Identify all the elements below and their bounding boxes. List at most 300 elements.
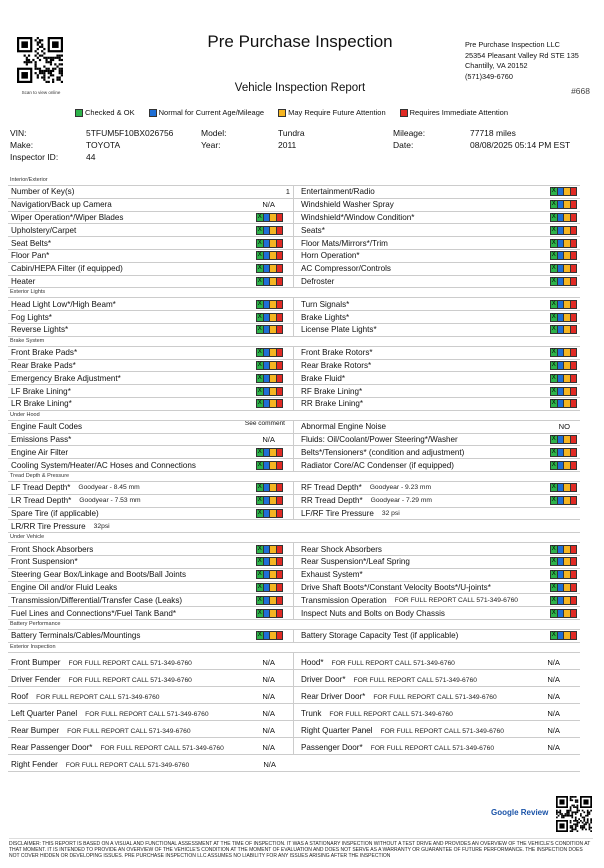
rating-boxes [551, 399, 577, 408]
rating-box [570, 609, 578, 618]
item-label: Front Bumper [11, 657, 61, 667]
inspection-item [294, 607, 580, 619]
item-note: Goodyear - 7.29 mm [370, 497, 432, 505]
rating-box [276, 213, 284, 222]
rating-box: X [551, 400, 556, 407]
table-row [8, 495, 580, 508]
rating-boxes [257, 251, 283, 260]
legend-swatch [75, 109, 83, 117]
rating-boxes [551, 226, 577, 235]
item-label: Engine Fault Codes [11, 422, 83, 432]
rating-box [276, 300, 284, 309]
rating-box [570, 557, 578, 566]
item-value: N/A [263, 759, 276, 769]
year-value: 2011 [278, 140, 297, 150]
rating-box: X [257, 484, 262, 491]
item-label: Rear Driver Door* [301, 691, 366, 701]
rating-box [276, 545, 284, 554]
inspection-sections [8, 176, 580, 772]
table-row [8, 569, 580, 582]
item-note: FOR FULL REPORT CALL 571-349-6760 [67, 727, 191, 735]
inspection-item [8, 630, 294, 642]
inspection-item [8, 653, 294, 669]
item-label: Floor Mats/Mirrors*/Trim [301, 238, 388, 248]
inspection-item [294, 347, 580, 359]
rating-box: X [551, 361, 556, 368]
rating-boxes [257, 277, 283, 286]
item-label: Fog Lights* [11, 312, 52, 322]
rating-box: X [551, 571, 556, 578]
rating-box: X [257, 239, 262, 246]
google-review-link[interactable]: Google Review [491, 808, 549, 817]
rating-box: X [257, 387, 262, 394]
rating-box [276, 509, 284, 518]
item-label: License Plate Lights* [301, 325, 377, 335]
table-row [8, 721, 580, 738]
rating-box [276, 583, 284, 592]
item-value: N/A [262, 742, 275, 752]
rating-box: X [551, 448, 556, 455]
rating-box [570, 348, 578, 357]
item-label: Rear Suspension*/Leaf Spring [301, 557, 410, 567]
rating-boxes [551, 187, 577, 196]
item-note: Goodyear - 8.45 mm [78, 484, 140, 492]
rating-boxes [257, 226, 283, 235]
rating-boxes [551, 239, 577, 248]
inspection-item [8, 263, 294, 275]
rating-box [276, 313, 284, 322]
item-label: Front Brake Rotors* [301, 348, 373, 358]
inspection-item [294, 398, 580, 410]
table-row [8, 670, 580, 687]
inspection-item [8, 755, 294, 771]
rating-box [570, 239, 578, 248]
inspection-item [8, 385, 294, 397]
item-value: N/A [262, 657, 275, 667]
rating-box: X [257, 374, 262, 381]
rating-box: X [551, 545, 556, 552]
rating-box: X [257, 277, 262, 284]
item-value: N/A [262, 691, 275, 701]
legend-item-immediate: Requires Immediate Attention [400, 108, 508, 117]
inspector-label: Inspector ID: [10, 152, 59, 162]
item-note: 32 psi [381, 509, 400, 517]
inspection-item [8, 421, 294, 433]
table-row [8, 556, 580, 569]
table-row [8, 224, 580, 237]
section-header: Under Vehicle [8, 533, 580, 543]
mileage-value: 77718 miles [470, 128, 516, 138]
inspection-item [8, 199, 294, 211]
rating-box [276, 609, 284, 618]
item-label: Rear Brake Pads* [11, 360, 76, 370]
item-label: Passenger Door* [301, 742, 363, 752]
report-title: Pre Purchase Inspection [207, 32, 393, 51]
table-row [8, 482, 580, 495]
item-label: Left Quarter Panel [11, 708, 78, 718]
item-note: 32psi [93, 522, 110, 530]
item-label: Transmission Operation [301, 595, 387, 605]
item-label: Roof [11, 691, 29, 701]
rating-box [276, 374, 284, 383]
table-row [8, 607, 580, 620]
rating-box: X [257, 632, 262, 639]
item-label: Belts*/Tensioners* (condition and adjustment) [301, 447, 465, 457]
inspection-item [294, 250, 580, 262]
table-row [8, 582, 580, 595]
date-label: Date: [393, 140, 414, 150]
table-row [8, 543, 580, 556]
item-label: Floor Pan* [11, 251, 50, 261]
rating-box [276, 461, 284, 470]
rating-box: X [551, 435, 556, 442]
rating-box [570, 251, 578, 260]
item-label: Rear Brake Rotors* [301, 360, 372, 370]
item-label: Cabin/HEPA Filter (if equipped) [11, 264, 123, 274]
item-label: Engine Air Filter [11, 447, 69, 457]
item-label: Spare Tire (if applicable) [11, 508, 99, 518]
item-label: Reverse Lights* [11, 325, 69, 335]
inspection-item [294, 421, 580, 433]
item-label: Hood* [301, 657, 324, 667]
rating-box: X [257, 252, 262, 259]
inspection-item [294, 630, 580, 642]
rating-boxes [551, 545, 577, 554]
rating-boxes [551, 435, 577, 444]
item-value: N/A [262, 708, 275, 718]
rating-box: X [551, 213, 556, 220]
rating-box: X [551, 484, 556, 491]
qr-caption: Scan to view online [21, 90, 61, 95]
rating-legend [75, 108, 508, 117]
item-note: FOR FULL REPORT CALL 571-349-6760 [329, 710, 453, 718]
table-row [8, 186, 580, 199]
rating-box: X [257, 596, 262, 603]
rating-box [570, 277, 578, 286]
rating-box: X [551, 300, 556, 307]
rating-box: X [257, 461, 262, 468]
rating-boxes [551, 213, 577, 222]
rating-box: X [257, 448, 262, 455]
rating-box [570, 583, 578, 592]
rating-box: X [551, 632, 556, 639]
table-row [8, 298, 580, 311]
rating-boxes [257, 264, 283, 273]
rating-boxes [551, 348, 577, 357]
rating-box: X [257, 226, 262, 233]
rating-box: X [551, 226, 556, 233]
rating-boxes [551, 609, 577, 618]
inspection-item [294, 199, 580, 211]
legend-swatch [278, 109, 286, 117]
table-row [8, 324, 580, 337]
section-header: Brake System [8, 337, 580, 347]
rating-box [276, 483, 284, 492]
item-label: Navigation/Back up Camera [11, 200, 112, 210]
inspection-item [294, 670, 580, 686]
rating-box [570, 631, 578, 640]
rating-boxes [551, 300, 577, 309]
item-label: Rear Bumper [11, 725, 60, 735]
inspection-item [8, 508, 294, 520]
item-comment: See comment [244, 420, 285, 427]
inspection-item [8, 372, 294, 384]
rating-box [276, 557, 284, 566]
item-label: Upholstery/Carpet [11, 225, 77, 235]
model-value: Tundra [278, 128, 305, 138]
rating-box [570, 399, 578, 408]
rating-box: X [551, 609, 556, 616]
company-street: 25354 Pleasant Valley Rd STE 135 [465, 50, 579, 60]
rating-box: X [551, 374, 556, 381]
item-label: Engine Oil and/or Fluid Leaks [11, 582, 118, 592]
rating-box [276, 251, 284, 260]
item-label: LF Tread Depth* [11, 483, 71, 493]
item-label: Abnormal Engine Noise [301, 422, 387, 432]
item-label: Driver Fender [11, 674, 61, 684]
inspection-item [294, 738, 580, 754]
inspector-value: 44 [86, 152, 96, 162]
item-label: AC Compressor/Controls [301, 264, 391, 274]
rating-boxes [257, 348, 283, 357]
rating-box: X [257, 326, 262, 333]
rating-box [570, 264, 578, 273]
inspection-item [294, 360, 580, 372]
qr-code-icon[interactable] [17, 37, 63, 83]
table-row [8, 434, 580, 447]
item-label: Brake Lights* [301, 312, 350, 322]
item-label: Radiator Core/AC Condenser (if equipped) [301, 460, 454, 470]
rating-boxes [257, 496, 283, 505]
item-value: N/A [547, 725, 560, 735]
inspection-item [8, 434, 294, 446]
company-name: Pre Purchase Inspection LLC [465, 40, 560, 49]
inspection-item [8, 670, 294, 686]
rating-box: X [257, 213, 262, 220]
rating-box [276, 496, 284, 505]
item-value: N/A [262, 200, 275, 210]
inspection-item [294, 653, 580, 669]
item-note: Goodyear - 9.23 mm [369, 484, 432, 492]
rating-box [276, 264, 284, 273]
item-label: Rear Shock Absorbers [301, 544, 382, 554]
rating-boxes [257, 570, 283, 579]
rating-boxes [257, 448, 283, 457]
rating-boxes [257, 374, 283, 383]
rating-box: X [551, 596, 556, 603]
rating-boxes [551, 313, 577, 322]
rating-box [276, 387, 284, 396]
legend-item-future: May Require Future Attention [278, 108, 386, 117]
rating-boxes [257, 300, 283, 309]
inspection-item [8, 186, 294, 198]
rating-box [570, 313, 578, 322]
inspection-item [8, 569, 294, 581]
rating-boxes [551, 264, 577, 273]
mileage-label: Mileage: [393, 128, 426, 138]
company-address [465, 40, 579, 82]
inspection-item [8, 704, 294, 720]
rating-box: X [551, 387, 556, 394]
inspection-item [294, 224, 580, 236]
rating-boxes [551, 596, 577, 605]
rating-box: X [551, 313, 556, 320]
rating-box: X [551, 326, 556, 333]
item-label: RR Brake Lining* [301, 399, 364, 409]
rating-box [570, 300, 578, 309]
rating-box: X [257, 497, 262, 504]
table-row [8, 372, 580, 385]
year-label: Year: [201, 140, 221, 150]
rating-boxes [551, 387, 577, 396]
table-row [8, 311, 580, 324]
item-note: FOR FULL REPORT CALL 571-349-6760 [370, 744, 495, 752]
inspection-item [294, 263, 580, 275]
item-label: Horn Operation* [301, 251, 360, 261]
item-label: Fluids: Oil/Coolant/Power Steering*/Washer [301, 434, 458, 444]
item-note: FOR FULL REPORT CALL 571-349-6760 [373, 693, 497, 701]
inspection-item [294, 495, 580, 507]
inspection-item [294, 687, 580, 703]
rating-boxes [551, 251, 577, 260]
rating-box [570, 483, 578, 492]
item-note: FOR FULL REPORT CALL 571-349-6760 [65, 761, 190, 769]
rating-box: X [257, 349, 262, 356]
item-label: Trunk [301, 708, 322, 718]
table-row [8, 360, 580, 373]
inspection-item [8, 482, 294, 494]
legend-item-normal: Normal for Current Age/Mileage [149, 108, 264, 117]
inspection-item [8, 398, 294, 410]
inspection-item [8, 594, 294, 606]
rating-box [276, 239, 284, 248]
inspection-item [294, 594, 580, 606]
item-label: Emissions Pass* [11, 434, 72, 444]
item-note: FOR FULL REPORT CALL 571-349-6760 [68, 659, 192, 667]
rating-box: X [257, 583, 262, 590]
inspection-item [294, 704, 580, 720]
rating-boxes [551, 461, 577, 470]
item-value: N/A [547, 674, 560, 684]
inspection-item [8, 324, 294, 336]
inspection-item [8, 520, 294, 532]
table-row [8, 385, 580, 398]
rating-boxes [551, 631, 577, 640]
item-note: Goodyear - 7.53 mm [79, 497, 141, 505]
legend-swatch [400, 109, 408, 117]
item-label: LR/RR Tire Pressure [11, 521, 86, 531]
table-row [8, 347, 580, 360]
item-label: Turn Signals* [301, 299, 350, 309]
table-row [8, 594, 580, 607]
rating-boxes [257, 557, 283, 566]
table-row [8, 421, 580, 434]
rating-box: X [551, 239, 556, 246]
item-label: Head Light Low*/High Beam* [11, 299, 116, 309]
rating-box: X [257, 300, 262, 307]
rating-box: X [257, 265, 262, 272]
report-number: #668 [571, 86, 590, 96]
rating-boxes [257, 239, 283, 248]
inspection-item [294, 434, 580, 446]
rating-box [570, 448, 578, 457]
rating-boxes [257, 399, 283, 408]
inspection-item [294, 556, 580, 568]
inspection-item [8, 459, 294, 471]
table-row [8, 250, 580, 263]
inspection-item [8, 721, 294, 737]
rating-box [276, 277, 284, 286]
rating-boxes [257, 461, 283, 470]
inspection-item [294, 372, 580, 384]
item-label: Battery Terminals/Cables/Mountings [11, 631, 141, 641]
rating-boxes [551, 570, 577, 579]
rating-box [570, 213, 578, 222]
rating-boxes [257, 631, 283, 640]
rating-box: X [551, 349, 556, 356]
report-subtitle: Vehicle Inspection Report [234, 82, 366, 94]
item-label: Number of Key(s) [11, 187, 75, 197]
table-row [8, 687, 580, 704]
inspection-item [294, 276, 580, 288]
item-label: Front Shock Absorbers [11, 544, 94, 554]
inspection-item [8, 212, 294, 224]
table-row [8, 738, 580, 755]
rating-boxes [551, 325, 577, 334]
rating-boxes [257, 361, 283, 370]
item-label: Rear Passenger Door* [11, 742, 93, 752]
rating-box [276, 348, 284, 357]
rating-box: X [551, 497, 556, 504]
rating-boxes [257, 583, 283, 592]
company-phone: (571)349-6760 [465, 71, 513, 81]
item-label: Driver Door* [301, 674, 346, 684]
inspection-item [294, 482, 580, 494]
inspection-item [8, 738, 294, 754]
rating-boxes [551, 483, 577, 492]
rating-boxes [257, 509, 283, 518]
rating-box: X [257, 400, 262, 407]
inspection-item [8, 250, 294, 262]
inspection-item [294, 311, 580, 323]
rating-box [276, 448, 284, 457]
rating-boxes [551, 583, 577, 592]
qr-code-icon[interactable] [556, 796, 592, 832]
item-value: N/A [547, 742, 560, 752]
inspection-item [8, 687, 294, 703]
item-label: LF/RF Tire Pressure [301, 508, 374, 518]
company-city: Chantilly, VA 20152 [465, 61, 528, 70]
item-label: Inspect Nuts and Bolts on Body Chassis [301, 608, 445, 618]
rating-boxes [551, 496, 577, 505]
table-row [8, 520, 580, 533]
inspection-item [294, 508, 580, 520]
item-label: Battery Storage Capacity Test (if applicable) [301, 631, 459, 641]
legend-swatch [149, 109, 157, 117]
item-value: NO [558, 422, 570, 432]
rating-boxes [257, 213, 283, 222]
item-label: Windshield*/Window Condition* [301, 212, 415, 222]
item-label: Wiper Operation*/Wiper Blades [11, 212, 124, 222]
item-label: LF Brake Lining* [11, 386, 71, 396]
rating-box: X [551, 201, 556, 208]
item-label: Right Fender [11, 759, 58, 769]
table-row [8, 755, 580, 772]
rating-boxes [257, 609, 283, 618]
rating-boxes [551, 557, 577, 566]
rating-box [276, 325, 284, 334]
table-row [8, 653, 580, 670]
